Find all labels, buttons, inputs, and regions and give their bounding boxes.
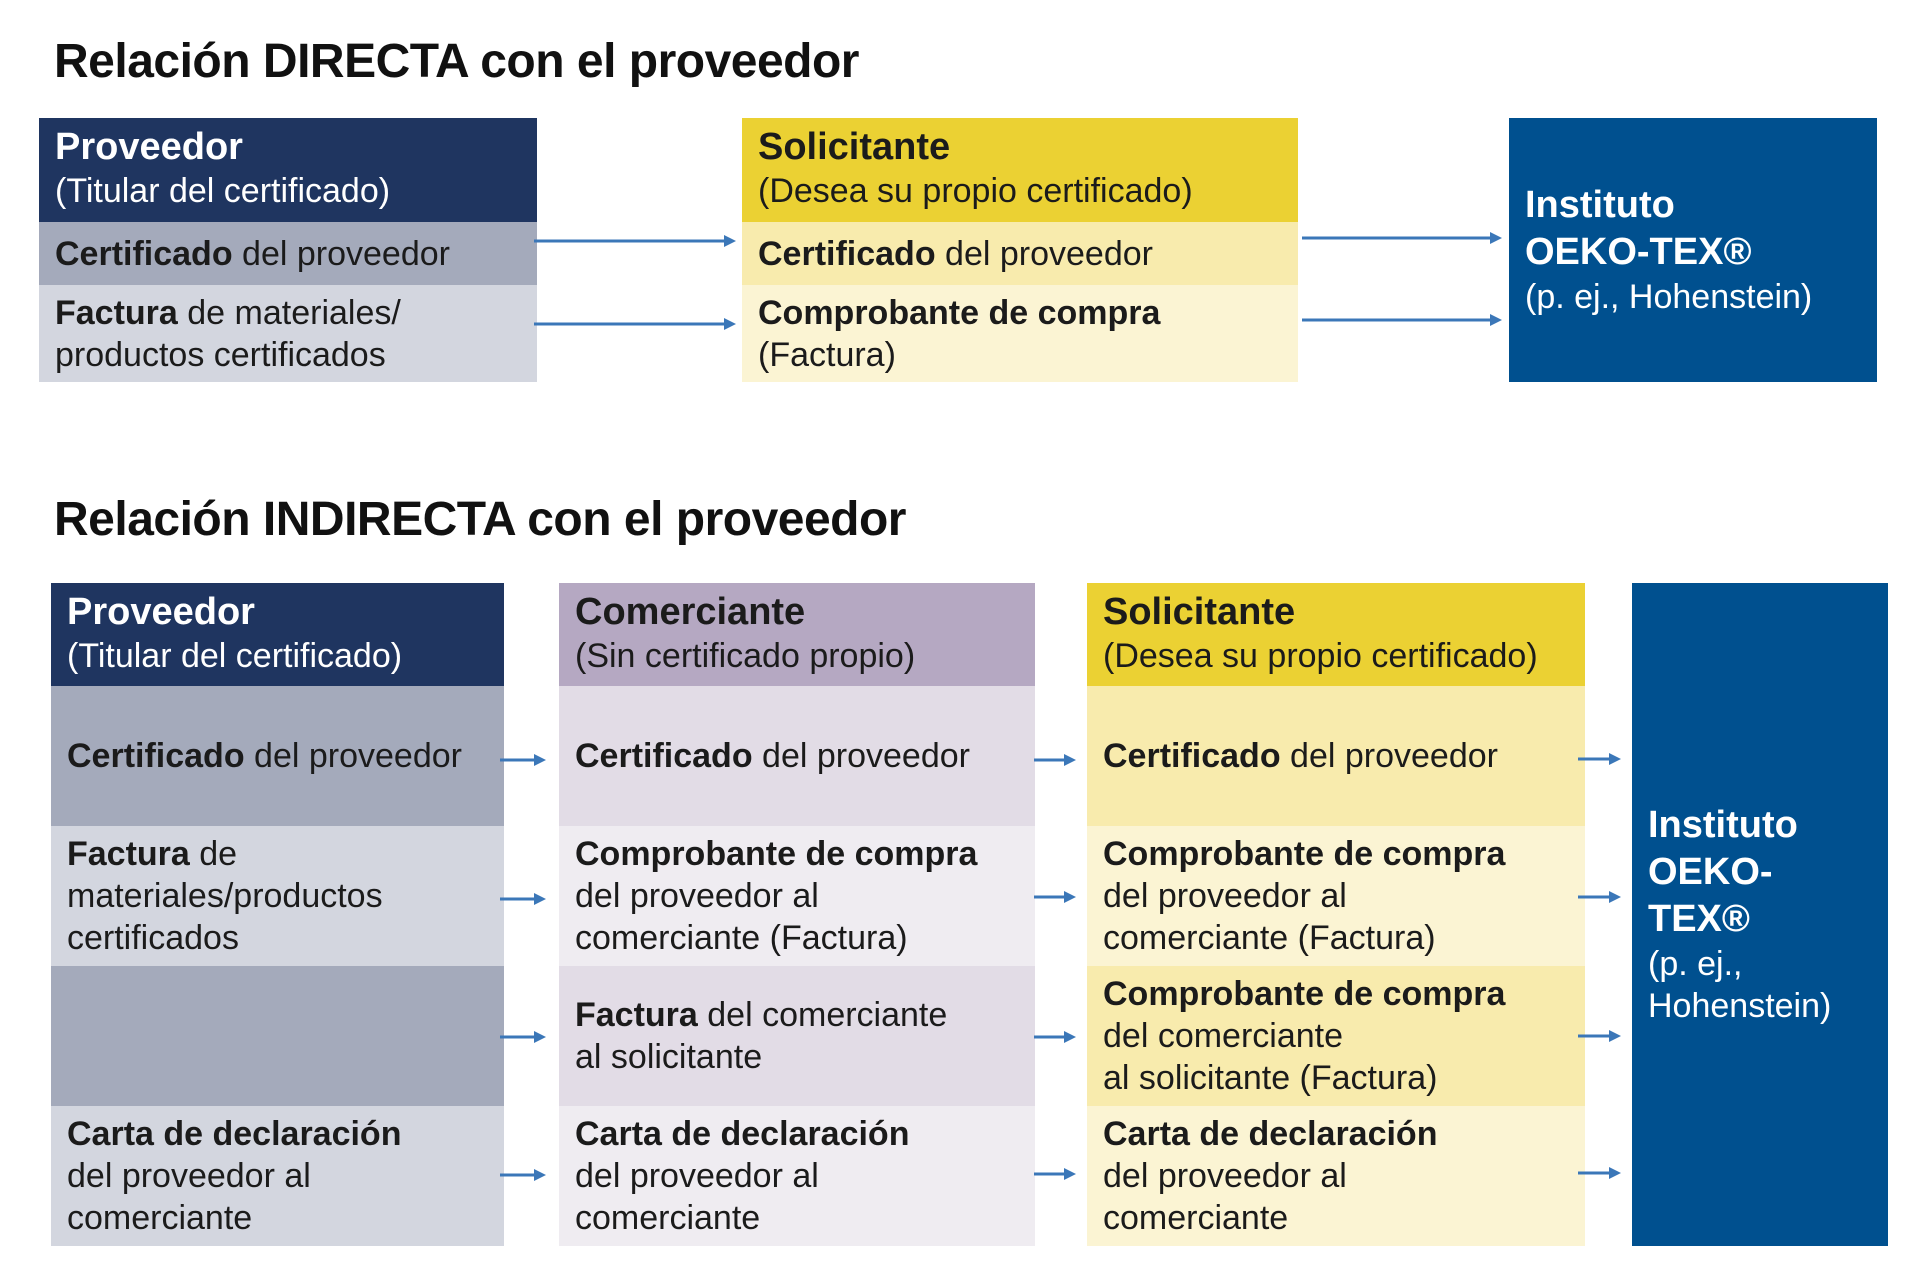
- direct-title: Relación DIRECTA con el proveedor: [54, 35, 859, 88]
- indirect-solicitante-row4-bold: Carta de declaración: [1103, 1115, 1438, 1153]
- direct-proveedor-row1-rest: del proveedor: [232, 234, 450, 273]
- indirect-proveedor-row2-bold: Factura: [67, 835, 190, 873]
- indirect-arrow-3-row1: [1578, 753, 1621, 765]
- indirect-proveedor-row2-line3: certificados: [67, 919, 239, 957]
- indirect-comerciante-row1-rest: del proveedor: [752, 737, 970, 775]
- direct-arrow-comprobante-to-instituto: [1302, 314, 1502, 326]
- indirect-comerciante-row2-line2: del proveedor al: [575, 877, 819, 915]
- indirect-solicitante-row2-bold: Comprobante de compra: [1103, 835, 1506, 873]
- indirect-arrow-3-row2: [1578, 891, 1621, 903]
- indirect-solicitante-row3-line2: del comerciante: [1103, 1017, 1344, 1055]
- indirect-title: Relación INDIRECTA con el proveedor: [54, 493, 906, 546]
- indirect-solicitante-row4-line3: comerciante: [1103, 1199, 1289, 1237]
- indirect-proveedor-sub: (Titular del certificado): [67, 637, 403, 675]
- indirect-comerciante-row1-bold: Certificado: [575, 737, 753, 775]
- indirect-comerciante-row2-bold: Comprobante de compra: [575, 835, 978, 873]
- indirect-proveedor-row4-line2: del proveedor al: [67, 1157, 311, 1195]
- indirect-comerciante-row2-line3: comerciante (Factura): [575, 919, 908, 957]
- direct-solicitante-name: Solicitante: [758, 126, 951, 168]
- indirect-proveedor-row2-rest: de: [189, 835, 238, 873]
- indirect-proveedor-row4-bold: Carta de declaración: [67, 1115, 402, 1153]
- indirect-instituto-line1: Instituto: [1648, 804, 1798, 846]
- indirect-solicitante-row2-line2: del proveedor al: [1103, 877, 1347, 915]
- indirect-solicitante-row4-line2: del proveedor al: [1103, 1157, 1347, 1195]
- indirect-comerciante-sub: (Sin certificado propio): [575, 637, 916, 675]
- direct-solicitante-row2-bold: Comprobante de compra: [758, 293, 1161, 332]
- indirect-comerciante-row4-bold: Carta de declaración: [575, 1115, 910, 1153]
- direct-instituto-line2: OEKO-TEX®: [1525, 231, 1752, 273]
- direct-instituto-line3: (p. ej., Hohenstein): [1525, 278, 1813, 316]
- direct-proveedor-row2-bold: Factura: [55, 293, 178, 332]
- indirect-solicitante-row2-line3: comerciante (Factura): [1103, 919, 1436, 957]
- indirect-comerciante-name: Comerciante: [575, 591, 806, 633]
- indirect-comerciante-row4-line3: comerciante: [575, 1199, 761, 1237]
- direct-proveedor-sub: (Titular del certificado): [55, 172, 391, 210]
- indirect-comerciante-row3-line2: al solicitante: [575, 1038, 763, 1076]
- indirect-comerciante-row3-rest: del comerciante: [697, 996, 948, 1034]
- indirect-arrow-1-row1: [500, 754, 546, 766]
- indirect-solicitante-row3-bold: Comprobante de compra: [1103, 975, 1506, 1013]
- indirect-proveedor-name: Proveedor: [67, 591, 255, 633]
- indirect-arrow-3-row4: [1578, 1167, 1621, 1179]
- direct-arrow-certificado-to-instituto: [1302, 232, 1502, 244]
- indirect-arrow-2-row2: [1034, 891, 1076, 903]
- indirect-proveedor-row2-line2: materiales/productos: [67, 877, 383, 915]
- direct-instituto-line1: Instituto: [1525, 184, 1675, 226]
- indirect-instituto-line2: OEKO-TEX®: [1648, 851, 1773, 940]
- indirect-proveedor-row1-bold: Certificado: [67, 737, 245, 775]
- indirect-solicitante-row1-bold: Certificado: [1103, 737, 1281, 775]
- indirect-arrow-3-row3: [1578, 1030, 1621, 1042]
- direct-solicitante-row1-bold: Certificado: [758, 234, 936, 273]
- direct-solicitante-row2-line2: (Factura): [758, 335, 896, 374]
- indirect-arrow-2-row1: [1034, 754, 1076, 766]
- direct-proveedor-name: Proveedor: [55, 126, 243, 168]
- indirect-arrow-1-row2: [500, 893, 546, 905]
- indirect-solicitante-row3-line3: al solicitante (Factura): [1103, 1059, 1438, 1097]
- direct-proveedor-row2-rest: de materiales/: [177, 293, 401, 332]
- indirect-arrow-2-row4: [1034, 1168, 1076, 1180]
- indirect-instituto-line4: Hohenstein): [1648, 987, 1832, 1025]
- indirect-solicitante-name: Solicitante: [1103, 591, 1296, 633]
- indirect-arrow-1-row4: [500, 1169, 546, 1181]
- indirect-instituto-line3: (p. ej.,: [1648, 945, 1743, 983]
- indirect-solicitante-sub: (Desea su propio certificado): [1103, 637, 1538, 675]
- indirect-solicitante-row1-rest: del proveedor: [1280, 737, 1498, 775]
- indirect-arrow-2-row3: [1034, 1031, 1076, 1043]
- indirect-comerciante-row3-bold: Factura: [575, 996, 698, 1034]
- direct-proveedor-row2-line2: productos certificados: [55, 335, 386, 374]
- direct-solicitante-row1-rest: del proveedor: [935, 234, 1153, 273]
- direct-solicitante-sub: (Desea su propio certificado): [758, 172, 1193, 210]
- indirect-proveedor-row4-line3: comerciante: [67, 1199, 253, 1237]
- indirect-comerciante-row4-line2: del proveedor al: [575, 1157, 819, 1195]
- direct-arrow-factura-to-solicitante: [534, 318, 736, 330]
- direct-arrow-certificado-to-solicitante: [534, 235, 736, 247]
- direct-proveedor-row1-bold: Certificado: [55, 234, 233, 273]
- indirect-arrow-1-row3: [500, 1031, 546, 1043]
- indirect-proveedor-row1-rest: del proveedor: [244, 737, 462, 775]
